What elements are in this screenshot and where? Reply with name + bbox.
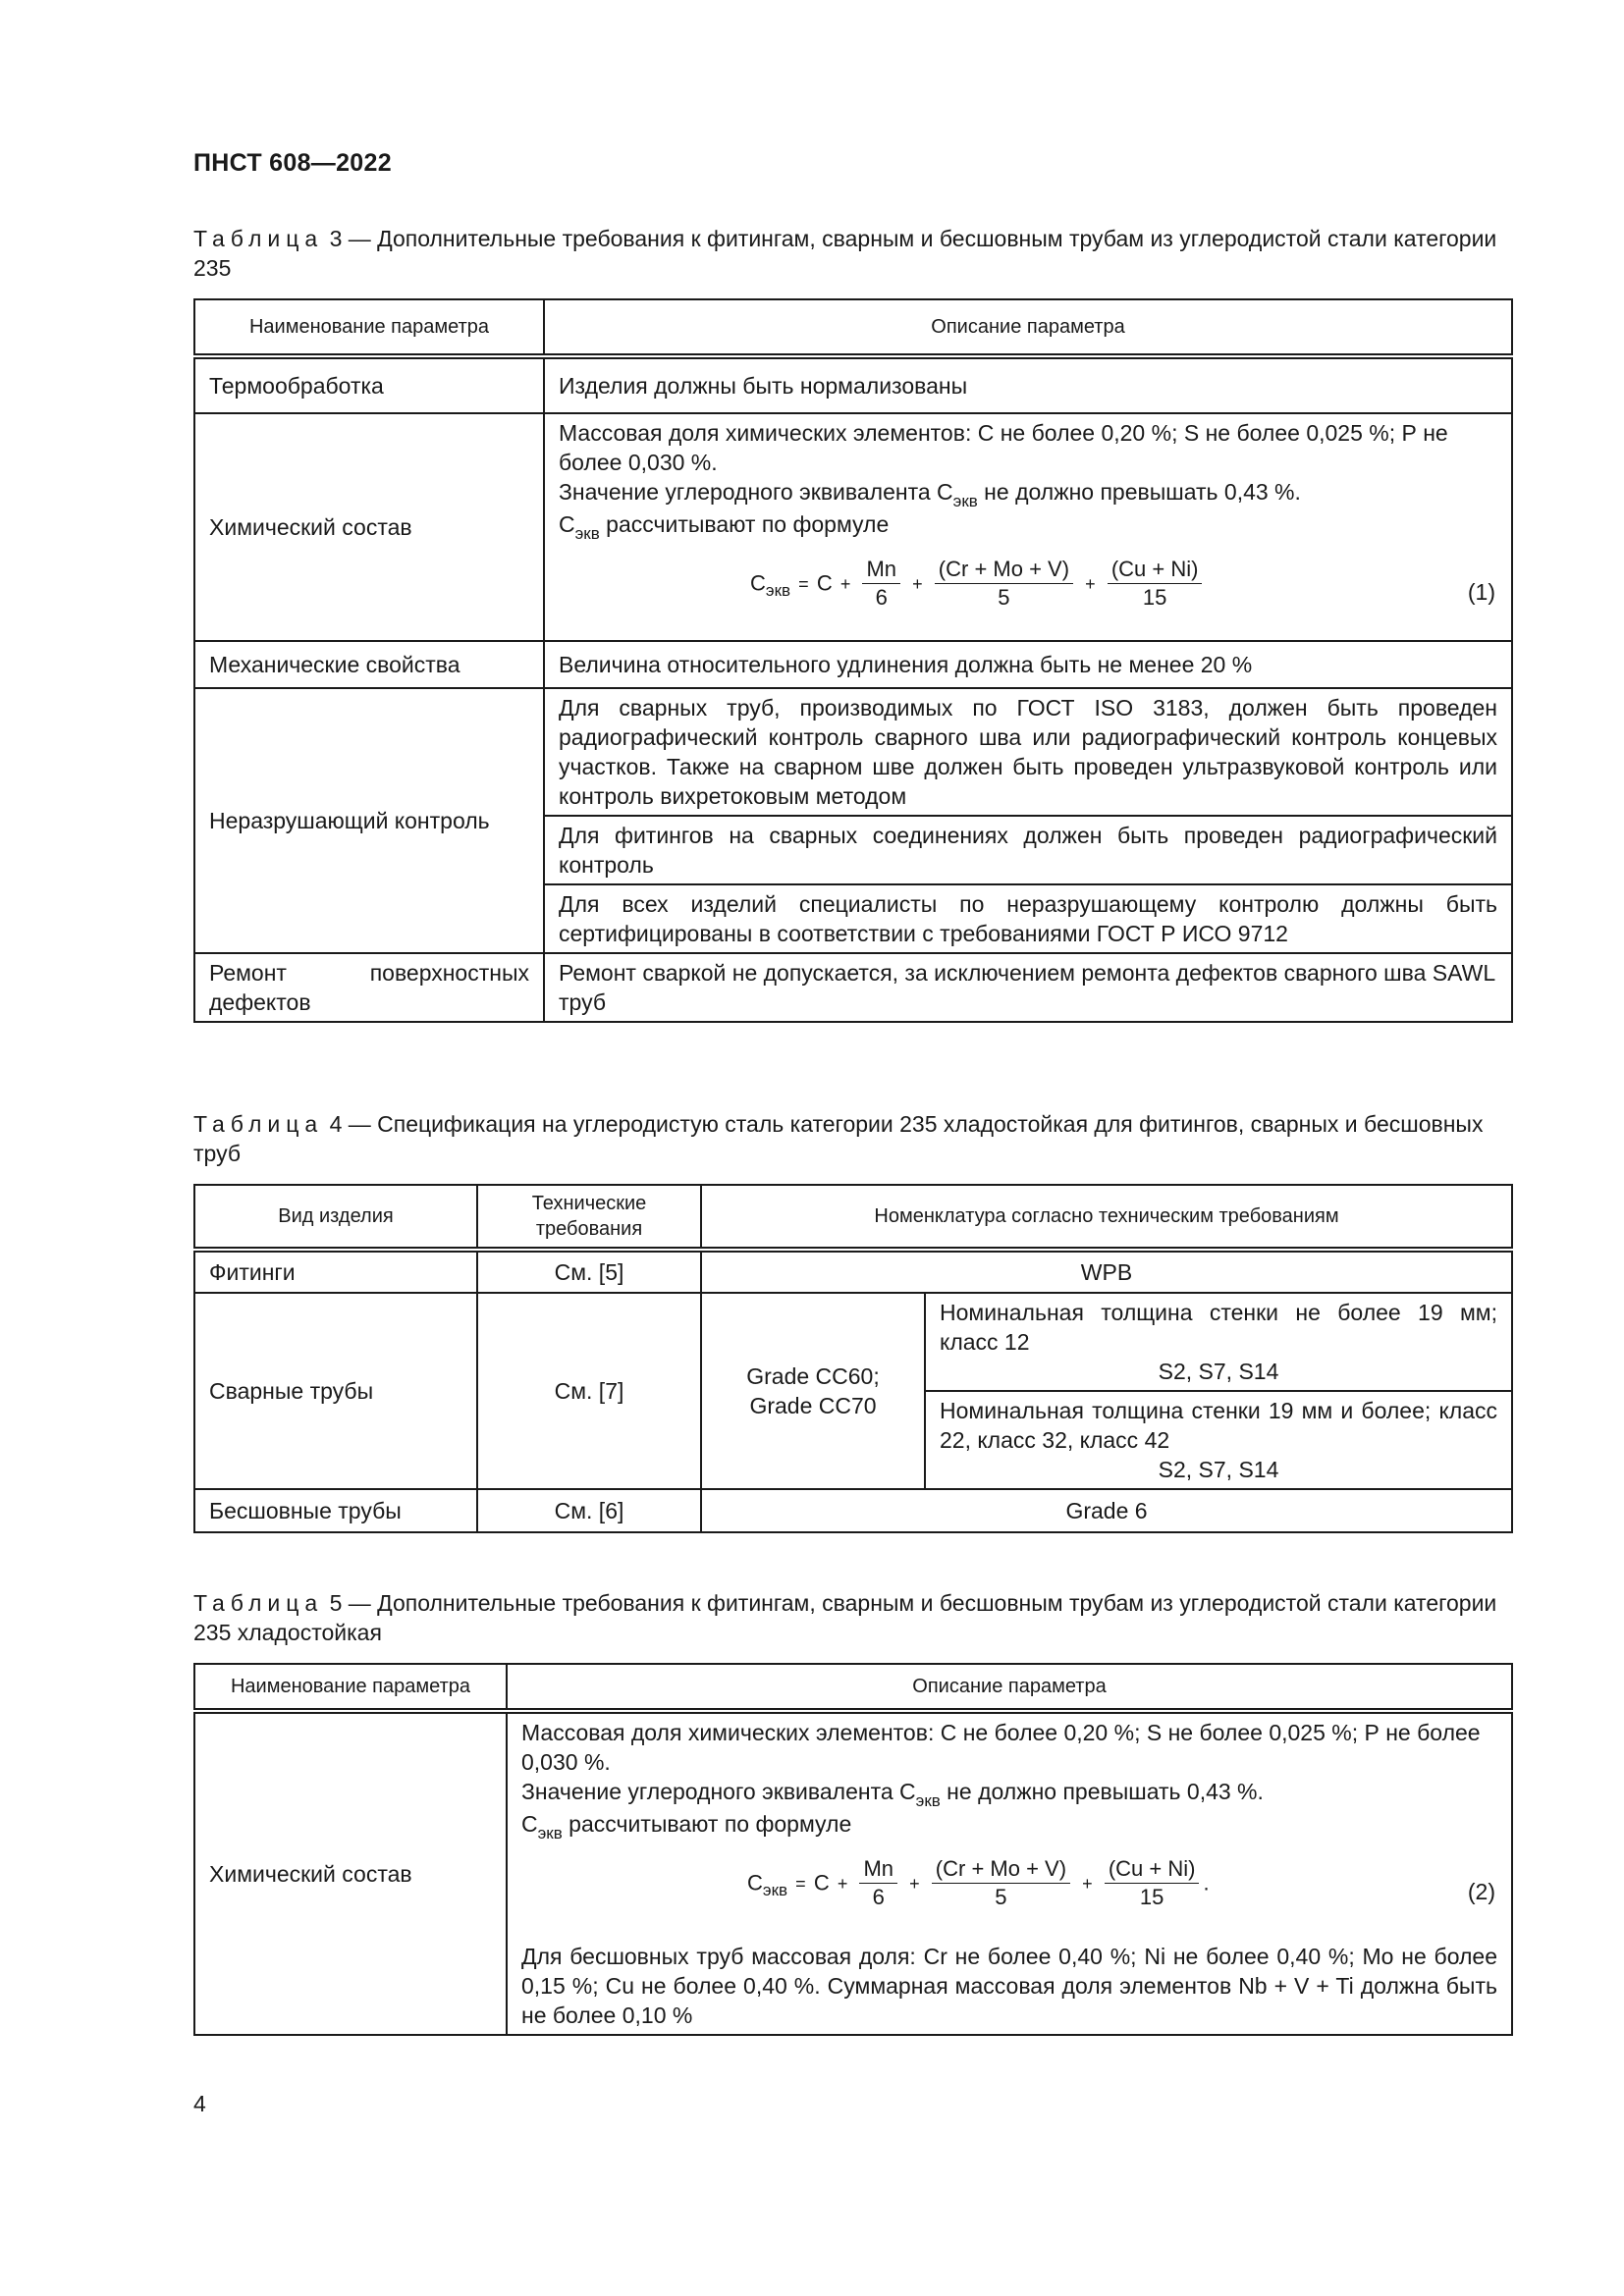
table3-row-repair	[194, 953, 1512, 1022]
table4-welded-name: Сварные трубы	[194, 1293, 477, 1489]
formula-2	[521, 1849, 1497, 1936]
table3-ndt-desc3: Для всех изделий специалисты по неразрушающему контролю должны быть сертифицированы в соответствии с требованиями ГОСТ Р ИСО 9712	[544, 884, 1512, 953]
formula-lhs-sub: экв	[762, 1880, 788, 1899]
formula-end-dot: .	[1203, 1870, 1210, 1896]
formula-plus: +	[1082, 1873, 1093, 1894]
formula-equals: =	[795, 1873, 806, 1894]
formula-lhs: С	[750, 570, 766, 596]
table5-chem-desc	[507, 1711, 1512, 2035]
table3-caption	[193, 224, 1511, 283]
table5-chem-line3-end: рассчитывают по формуле	[562, 1811, 852, 1837]
table4-welded-opt2-codes: S2, S7, S14	[1158, 1457, 1279, 1482]
equation-number-1: (1)	[1467, 579, 1495, 605]
table5-chem-line2-end: не должно превышать 0,43 %.	[940, 1779, 1264, 1804]
table5-seamless-note: Для бесшовных труб массовая доля: Cr не более 0,40 %; Ni не более 0,40 %; Mo не более 0,15 %; Cu не более 0,40 %. Суммарная массовая доля элементов Nb + V + Ti должна быть не более 0,10 %	[521, 1944, 1497, 2028]
table5-chem-line3	[521, 1809, 1497, 1842]
table4-welded-opt1	[925, 1293, 1512, 1391]
formula-plus: +	[912, 573, 923, 594]
table4-welded-opt2-text: Номинальная толщина стенки 19 мм и более; класс 22, класс 32, класс 42	[940, 1398, 1497, 1453]
table4-row-welded-1	[194, 1293, 1512, 1391]
table5-chem-line3-start: С	[521, 1811, 538, 1837]
fraction-mn	[862, 556, 900, 612]
table5-row-chem	[194, 1711, 1512, 2035]
table3-chem-line2	[559, 477, 1497, 509]
table4-welded-opt1-text: Номинальная толщина стенки не более 19 мм; класс 12	[940, 1300, 1497, 1355]
subscript-ekv: экв	[574, 524, 600, 543]
table4-header-type: Вид изделия	[194, 1185, 477, 1250]
table3-chem-desc	[544, 413, 1512, 641]
table4-row-seamless	[194, 1489, 1512, 1532]
table3-chem-line2-end: не должно превышать 0,43 %.	[977, 479, 1301, 505]
table3-chem-name: Химический состав	[194, 413, 544, 641]
table4-caption-word: Таблица	[193, 1111, 324, 1137]
table5-chem-line2	[521, 1777, 1497, 1809]
table5-caption-text: 5 — Дополнительные требования к фитингам, сварным и бесшовным трубам из углеродистой стали категории 235 хладостойкая	[193, 1590, 1497, 1645]
fraction-mn-den: 6	[875, 585, 888, 610]
formula-plus: +	[1085, 573, 1096, 594]
fraction-crmov-den: 5	[995, 1885, 1007, 1909]
formula-plus: +	[837, 1873, 848, 1894]
formula-2-expression	[747, 1855, 1210, 1911]
formula-1	[559, 550, 1497, 636]
fraction-crmov	[932, 1855, 1070, 1911]
table3	[193, 298, 1513, 1023]
table3-header-desc: Описание параметра	[544, 299, 1512, 356]
table4-header-req: Технические требования	[477, 1185, 701, 1250]
table3-mech-name: Механические свойства	[194, 641, 544, 688]
fraction-cuni-den: 15	[1139, 1885, 1164, 1909]
formula-c: C	[816, 570, 833, 596]
fraction-mn-den: 6	[872, 1885, 885, 1909]
table3-row-mech	[194, 641, 1512, 688]
subscript-ekv: экв	[537, 1824, 563, 1842]
document-id: ПНСТ 608—2022	[193, 149, 392, 177]
table4-welded-grade: Grade CC60; Grade CC70	[701, 1293, 925, 1489]
page-number: 4	[193, 2091, 206, 2116]
table3-heat-name: Термообработка	[194, 356, 544, 413]
table3-chem-line2-start: Значение углеродного эквивалента С	[559, 479, 953, 505]
table3-row-heat	[194, 356, 1512, 413]
table3-caption-text: 3 — Дополнительные требования к фитингам, сварным и бесшовным трубам из углеродистой стали категории 235	[193, 226, 1497, 281]
subscript-ekv: экв	[915, 1791, 941, 1810]
formula-lhs-sub: экв	[765, 580, 791, 600]
formula-c: C	[813, 1870, 830, 1896]
table4-welded-opt1-codes: S2, S7, S14	[1158, 1359, 1279, 1384]
fraction-crmov-num: (Cr + Mo + V)	[935, 556, 1073, 584]
table4-fittings-req: См. [5]	[477, 1250, 701, 1293]
table4-seamless-req: См. [6]	[477, 1489, 701, 1532]
table3-repair-desc: Ремонт сваркой не допускается, за исключением ремонта дефектов сварного шва SAWL труб	[544, 953, 1512, 1022]
table3-ndt-name: Неразрушающий контроль	[194, 688, 544, 953]
table4-seamless-name: Бесшовные трубы	[194, 1489, 477, 1532]
table3-row-chem	[194, 413, 1512, 641]
table4	[193, 1184, 1513, 1533]
table5-caption-word: Таблица	[193, 1590, 324, 1616]
fraction-mn	[859, 1855, 897, 1911]
table3-heat-desc: Изделия должны быть нормализованы	[544, 356, 1512, 413]
fraction-cuni	[1105, 1855, 1200, 1911]
table3-repair-name: Ремонт поверхностных дефектов	[194, 953, 544, 1022]
table5-header-param: Наименование параметра	[194, 1664, 507, 1711]
fraction-cuni-den: 15	[1142, 585, 1167, 610]
formula-plus: +	[839, 573, 851, 594]
table3-chem-line3-end: рассчитывают по формуле	[599, 511, 890, 537]
fraction-crmov	[935, 556, 1073, 612]
table5	[193, 1663, 1513, 2036]
table5-header-desc: Описание параметра	[507, 1664, 1512, 1711]
table3-mech-desc: Величина относительного удлинения должна быть не менее 20 %	[544, 641, 1512, 688]
table5-chem-name: Химический состав	[194, 1711, 507, 2035]
table4-row-fittings	[194, 1250, 1512, 1293]
equation-number-2: (2)	[1467, 1879, 1495, 1904]
table4-welded-opt2	[925, 1391, 1512, 1489]
table3-ndt-desc1: Для сварных труб, производимых по ГОСТ ISO 3183, должен быть проведен радиографический контроль сварного шва или радиографический контроль концевых участков. Также на сварном шве должен быть проведен ультразвуковой контроль или контроль вихретоковым методом	[544, 688, 1512, 816]
table4-fittings-nom: WPB	[701, 1250, 1512, 1293]
formula-plus: +	[909, 1873, 920, 1894]
table4-caption-text: 4 — Спецификация на углеродистую сталь категории 235 хладостойкая для фитингов, сварных и бесшовных труб	[193, 1111, 1484, 1166]
table3-header-param: Наименование параметра	[194, 299, 544, 356]
table4-seamless-nom: Grade 6	[701, 1489, 1512, 1532]
table4-caption	[193, 1109, 1511, 1168]
table5-chem-line2-start: Значение углеродного эквивалента С	[521, 1779, 916, 1804]
table4-welded-req: См. [7]	[477, 1293, 701, 1489]
fraction-cuni	[1108, 556, 1203, 612]
table5-caption	[193, 1588, 1511, 1647]
fraction-cuni-num: (Cu + Ni)	[1105, 1855, 1200, 1884]
table3-chem-line3-start: С	[559, 511, 575, 537]
fraction-crmov-den: 5	[998, 585, 1010, 610]
fraction-crmov-num: (Cr + Mo + V)	[932, 1855, 1070, 1884]
formula-1-expression	[750, 556, 1206, 612]
table3-chem-line1: Массовая доля химических элементов: С не более 0,20 %; S не более 0,025 %; Р не более 0,030 %.	[559, 420, 1448, 475]
fraction-cuni-num: (Cu + Ni)	[1108, 556, 1203, 584]
table5-chem-line1: Массовая доля химических элементов: С не более 0,20 %; S не более 0,025 %; Р не более 0,030 %.	[521, 1720, 1481, 1775]
table4-fittings-name: Фитинги	[194, 1250, 477, 1293]
table4-header-nom: Номенклатура согласно техническим требованиям	[701, 1185, 1512, 1250]
fraction-mn-num: Mn	[862, 556, 900, 584]
fraction-mn-num: Mn	[859, 1855, 897, 1884]
subscript-ekv: экв	[952, 492, 978, 510]
table3-ndt-desc2: Для фитингов на сварных соединениях должен быть проведен радиографический контроль	[544, 816, 1512, 884]
formula-equals: =	[798, 573, 809, 594]
table3-caption-word: Таблица	[193, 226, 324, 251]
formula-lhs: С	[747, 1870, 763, 1896]
table3-chem-line3	[559, 509, 1497, 542]
table3-row-ndt1	[194, 688, 1512, 816]
